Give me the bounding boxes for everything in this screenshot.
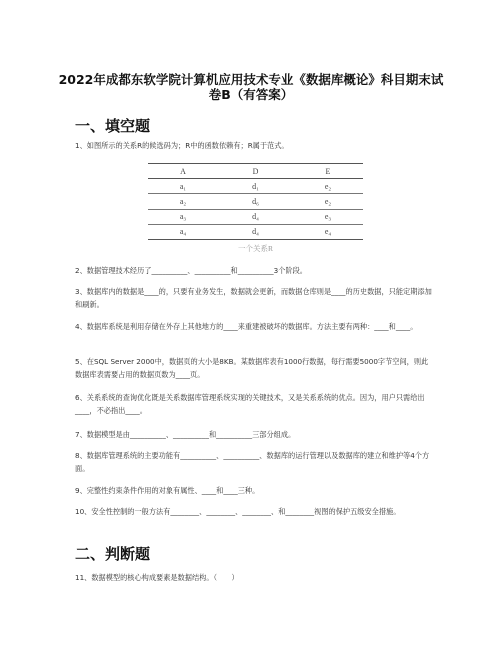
question-11: 11、数据模型的核心构成要素是数据结构。（ ） — [75, 573, 239, 582]
exam-title-line1: 2022年成都东软学院计算机应用技术专业《数据库概论》科目期末试 — [58, 72, 444, 87]
table-cell: e₂ — [293, 179, 363, 194]
question-6: 6、关系系统的查询优化既是关系数据库管理系统实现的关键技术，又是关系系统的优点。因为，用户只需给出____，不必指出____。 — [75, 393, 425, 415]
question-2: 2、数据管理技术经历了__________、__________和__________3个阶段。 — [75, 266, 307, 275]
question-1: 1、如图所示的关系R的候选码为；R中的函数依赖有；R属于范式。 — [75, 141, 289, 150]
table-cell: d₆ — [218, 194, 293, 209]
table-cell: e₄ — [293, 224, 363, 239]
question-5: 5、在SQL Server 2000中，数据页的大小是8KB。某数据库表有1000行数据，每行需要5000字节空间，则此数据库表需要占用的数据页数为____页。 — [75, 357, 429, 379]
section-heading-fill-in: 一、填空题 — [75, 117, 151, 135]
question-3: 3、数据库内的数据是____的，只要有业务发生，数据就会更新，而数据仓库则是____的历史数据，只能定期添加和刷新。 — [75, 287, 432, 309]
question-8: 8、数据库管理系统的主要功能有__________、__________、数据库的运行管理以及数据库的建立和维护等4个方面。 — [75, 451, 430, 473]
table-row — [148, 179, 363, 194]
table-cell: d₄ — [218, 224, 293, 239]
table-row — [148, 194, 363, 209]
exam-title-line2: 卷B（有答案） — [208, 87, 294, 102]
table-row — [148, 209, 363, 224]
table-cell: a₁ — [148, 179, 218, 194]
relation-header-a: A — [148, 164, 218, 179]
question-4: 4、数据库系统是利用存储在外存上其他地方的____来重建被破坏的数据库。方法主要有两种：____和____。 — [75, 322, 418, 331]
question-7: 7、数据模型是由__________、__________和__________三部分组成。 — [75, 430, 296, 439]
question-10: 10、安全性控制的一般方法有________、________、________、和________视图的保护五级安全措施。 — [75, 507, 401, 516]
table-cell: a₃ — [148, 209, 218, 224]
relation-r-table — [148, 163, 363, 240]
table-cell: a₂ — [148, 194, 218, 209]
relation-caption: 一个关系R — [237, 244, 273, 253]
table-cell: e₂ — [293, 194, 363, 209]
table-cell: a₄ — [148, 224, 218, 239]
section-heading-true-false: 二、判断题 — [75, 545, 151, 563]
relation-header-d: D — [218, 164, 293, 179]
table-cell: d₁ — [218, 179, 293, 194]
question-9: 9、完整性约束条件作用的对象有属性、____和____三种。 — [75, 486, 260, 495]
table-cell: d₄ — [218, 209, 293, 224]
relation-header-e: E — [293, 164, 363, 179]
table-cell: e₃ — [293, 209, 363, 224]
table-row — [148, 224, 363, 239]
relation-header-row — [148, 164, 363, 179]
